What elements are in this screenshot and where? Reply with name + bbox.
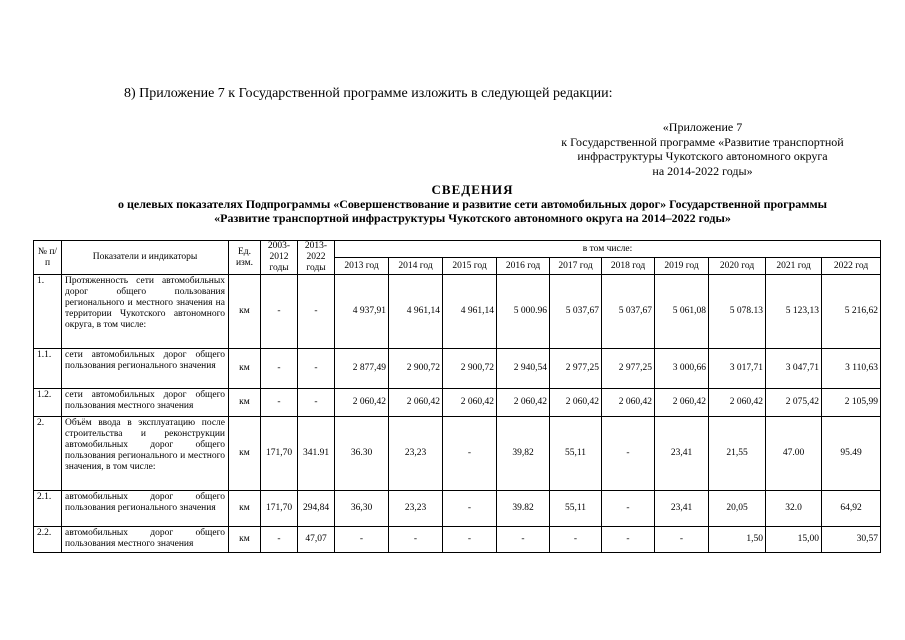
row-year-value: 2 977,25 — [550, 349, 602, 389]
row-year-value: 23,41 — [655, 417, 709, 491]
title-line-1: о целевых показателях Подпрограммы «Совершенствование и развитие сети автомобильных дорог» Государственной программы — [117, 197, 828, 211]
row-number: 1. — [34, 275, 62, 349]
header-year: 2018 год — [602, 258, 655, 275]
row-year-value: - — [443, 491, 497, 527]
row-year-value: 30,57 — [822, 527, 881, 553]
row-period-1: - — [261, 275, 298, 349]
row-unit: км — [229, 417, 261, 491]
row-year-value: 36.30 — [335, 417, 389, 491]
row-period-1: - — [261, 389, 298, 417]
annex-line-1: «Приложение 7 — [662, 120, 743, 134]
row-year-value: 32.0 — [766, 491, 822, 527]
row-year-value: 5 216,62 — [822, 275, 881, 349]
row-year-value: 20,05 — [709, 491, 766, 527]
row-unit: км — [229, 349, 261, 389]
row-period-2: - — [298, 389, 335, 417]
row-indicator: автомобильных дорог общего пользования регионального значения — [62, 491, 229, 527]
row-period-2: - — [298, 275, 335, 349]
row-year-value: 2 105,99 — [822, 389, 881, 417]
header-row-1 — [34, 241, 881, 258]
table-row — [34, 275, 881, 349]
row-year-value: 4 961,14 — [443, 275, 497, 349]
header-year: 2019 год — [655, 258, 709, 275]
row-period-1: 171,70 — [261, 491, 298, 527]
row-period-2: - — [298, 349, 335, 389]
row-period-2: 341.91 — [298, 417, 335, 491]
row-year-value: 2 060,42 — [497, 389, 550, 417]
row-year-value: 23,41 — [655, 491, 709, 527]
row-unit: км — [229, 389, 261, 417]
header-period-2: 2013-2022 годы — [298, 241, 335, 275]
intro-text: 8) Приложение 7 к Государственной программе изложить в следующей редакции: — [124, 86, 613, 101]
row-year-value: 23,23 — [389, 491, 443, 527]
header-year: 2020 год — [709, 258, 766, 275]
row-number: 2.1. — [34, 491, 62, 527]
row-year-value: 2 060,42 — [602, 389, 655, 417]
row-unit: км — [229, 491, 261, 527]
table-row — [34, 349, 881, 389]
row-number: 2. — [34, 417, 62, 491]
row-year-value: - — [443, 417, 497, 491]
row-year-value: - — [335, 527, 389, 553]
annex-header — [520, 120, 885, 178]
row-period-1: - — [261, 527, 298, 553]
row-year-value: 2 060,42 — [443, 389, 497, 417]
row-year-value: 5 037,67 — [550, 275, 602, 349]
row-year-value: 2 977,25 — [602, 349, 655, 389]
row-indicator: автомобильных дорог общего пользования местного значения — [62, 527, 229, 553]
row-year-value: - — [389, 527, 443, 553]
header-year: 2016 год — [497, 258, 550, 275]
row-indicator: сети автомобильных дорог общего пользования местного значения — [62, 389, 229, 417]
row-year-value: - — [655, 527, 709, 553]
row-indicator: Объём ввода в эксплуатацию после строительства и реконструкции автомобильных дорог общего пользования регионального и местного значения, в том числе: — [62, 417, 229, 491]
row-year-value: 95.49 — [822, 417, 881, 491]
row-year-value: 5 078.13 — [709, 275, 766, 349]
row-number: 1.1. — [34, 349, 62, 389]
row-year-value: 36,30 — [335, 491, 389, 527]
table-row — [34, 527, 881, 553]
row-number: 1.2. — [34, 389, 62, 417]
row-year-value: - — [602, 491, 655, 527]
row-unit: км — [229, 527, 261, 553]
annex-line-3: инфраструктуры Чукотского автономного округа — [577, 149, 828, 163]
row-year-value: - — [550, 527, 602, 553]
header-year: 2013 год — [335, 258, 389, 275]
row-year-value: 2 940,54 — [497, 349, 550, 389]
annex-line-2: к Государственной программе «Развитие транспортной — [561, 134, 844, 149]
row-year-value: 2 900,72 — [389, 349, 443, 389]
row-year-value: 39,82 — [497, 417, 550, 491]
header-year: 2014 год — [389, 258, 443, 275]
row-year-value: 5 061,08 — [655, 275, 709, 349]
annex-line-4: на 2014-2022 годы» — [652, 163, 753, 178]
row-year-value: 2 060,42 — [550, 389, 602, 417]
row-indicator: сети автомобильных дорог общего пользования регионального значения — [62, 349, 229, 389]
row-year-value: 1,50 — [709, 527, 766, 553]
header-year: 2015 год — [443, 258, 497, 275]
row-year-value: 4 961,14 — [389, 275, 443, 349]
document-title — [40, 183, 905, 225]
row-year-value: 2 060,42 — [389, 389, 443, 417]
header-num: № п/п — [34, 241, 62, 275]
header-period-1: 2003-2012 годы — [261, 241, 298, 275]
row-year-value: 5 000.96 — [497, 275, 550, 349]
row-year-value: - — [602, 417, 655, 491]
table-row — [34, 417, 881, 491]
row-year-value: 3 017,71 — [709, 349, 766, 389]
row-year-value: - — [497, 527, 550, 553]
row-year-value: 2 075,42 — [766, 389, 822, 417]
row-number: 2.2. — [34, 527, 62, 553]
title-line-2: «Развитие транспортной инфраструктуры Чукотского автономного округа на 2014–2022 годы» — [214, 211, 731, 225]
row-year-value: 2 060,42 — [335, 389, 389, 417]
header-year: 2017 год — [550, 258, 602, 275]
row-indicator: Протяженность сети автомобильных дорог общего пользования регионального и местного значения на территории Чукотского автономного округа, в том числе: — [62, 275, 229, 349]
row-year-value: - — [602, 527, 655, 553]
row-period-2: 294,84 — [298, 491, 335, 527]
row-year-value: 55,11 — [550, 417, 602, 491]
table-row — [34, 389, 881, 417]
row-year-value: 47.00 — [766, 417, 822, 491]
row-year-value: 2 900,72 — [443, 349, 497, 389]
row-year-value: 39.82 — [497, 491, 550, 527]
row-period-1: - — [261, 349, 298, 389]
row-year-value: 3 110,63 — [822, 349, 881, 389]
row-year-value: 15,00 — [766, 527, 822, 553]
header-year: 2022 год — [822, 258, 881, 275]
header-year: 2021 год — [766, 258, 822, 275]
header-unit: Ед. изм. — [229, 241, 261, 275]
row-year-value: 64,92 — [822, 491, 881, 527]
table-row — [34, 491, 881, 527]
row-year-value: 3 047,71 — [766, 349, 822, 389]
row-year-value: 5 123,13 — [766, 275, 822, 349]
row-year-value: 2 877,49 — [335, 349, 389, 389]
row-period-2: 47,07 — [298, 527, 335, 553]
row-year-value: 5 037,67 — [602, 275, 655, 349]
title-heading: СВЕДЕНИЯ — [431, 182, 514, 197]
row-year-value: 21,55 — [709, 417, 766, 491]
indicators-table — [33, 240, 881, 553]
row-period-1: 171,70 — [261, 417, 298, 491]
row-unit: км — [229, 275, 261, 349]
header-indicator: Показатели и индикаторы — [62, 241, 229, 275]
header-including: в том числе: — [335, 241, 881, 258]
row-year-value: 23,23 — [389, 417, 443, 491]
row-year-value: 2 060,42 — [655, 389, 709, 417]
row-year-value: - — [443, 527, 497, 553]
row-year-value: 3 000,66 — [655, 349, 709, 389]
row-year-value: 55,11 — [550, 491, 602, 527]
row-year-value: 4 937,91 — [335, 275, 389, 349]
row-year-value: 2 060,42 — [709, 389, 766, 417]
